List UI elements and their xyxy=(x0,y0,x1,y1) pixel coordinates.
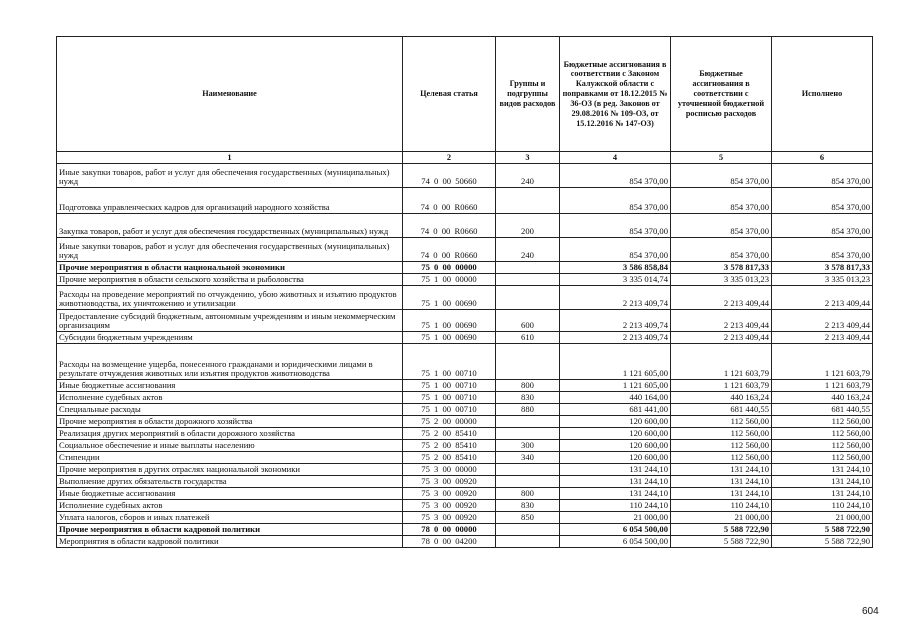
row-refined-amount: 112 560,00 xyxy=(671,416,772,428)
table-row xyxy=(57,332,873,344)
row-refined-amount: 440 163,24 xyxy=(671,392,772,404)
row-refined-amount: 21 000,00 xyxy=(671,512,772,524)
row-name: Расходы на проведение мероприятий по отчуждению, убою животных и изъятию продуктов животноводства, их уничтожению и утилизации xyxy=(57,286,403,310)
row-target-article: 75 2 00 00000 xyxy=(403,416,496,428)
row-target-article: 75 3 00 00920 xyxy=(403,500,496,512)
row-refined-amount: 5 588 722,90 xyxy=(671,524,772,536)
row-expense-group: 600 xyxy=(496,310,560,332)
column-number-row xyxy=(57,152,873,164)
row-target-article: 78 0 00 04200 xyxy=(403,536,496,548)
row-name: Стипендии xyxy=(57,452,403,464)
row-target-article: 75 0 00 00000 xyxy=(403,262,496,274)
row-executed-amount: 854 370,00 xyxy=(772,214,873,238)
row-name: Исполнение судебных актов xyxy=(57,392,403,404)
header-refined-appropriations: Бюджетные ассигнования в соответствии с уточненной бюджетной росписью расходов xyxy=(671,37,772,152)
row-law-amount: 110 244,10 xyxy=(560,500,671,512)
budget-table xyxy=(56,36,873,548)
row-executed-amount: 2 213 409,44 xyxy=(772,332,873,344)
row-target-article: 78 0 00 00000 xyxy=(403,524,496,536)
table-row xyxy=(57,380,873,392)
row-expense-group: 610 xyxy=(496,332,560,344)
row-executed-amount: 2 213 409,44 xyxy=(772,286,873,310)
row-target-article: 75 1 00 00690 xyxy=(403,286,496,310)
row-expense-group xyxy=(496,536,560,548)
table-row xyxy=(57,344,873,380)
row-name: Социальное обеспечение и иные выплаты населению xyxy=(57,440,403,452)
row-law-amount: 120 600,00 xyxy=(560,428,671,440)
row-law-amount: 854 370,00 xyxy=(560,188,671,214)
row-expense-group: 340 xyxy=(496,452,560,464)
row-law-amount: 131 244,10 xyxy=(560,464,671,476)
row-target-article: 75 3 00 00920 xyxy=(403,512,496,524)
row-law-amount: 120 600,00 xyxy=(560,440,671,452)
row-executed-amount: 112 560,00 xyxy=(772,428,873,440)
table-row xyxy=(57,274,873,286)
row-name: Иные закупки товаров, работ и услуг для обеспечения государственных (муниципальных) нужд xyxy=(57,164,403,188)
table-row xyxy=(57,452,873,464)
row-expense-group: 880 xyxy=(496,404,560,416)
row-target-article: 75 3 00 00000 xyxy=(403,464,496,476)
row-target-article: 75 2 00 85410 xyxy=(403,440,496,452)
row-name: Иные бюджетные ассигнования xyxy=(57,380,403,392)
row-expense-group: 800 xyxy=(496,380,560,392)
row-law-amount: 854 370,00 xyxy=(560,214,671,238)
table-row xyxy=(57,464,873,476)
table-row xyxy=(57,262,873,274)
row-executed-amount: 3 578 817,33 xyxy=(772,262,873,274)
row-name: Реализация других мероприятий в области дорожного хозяйства xyxy=(57,428,403,440)
row-name: Исполнение судебных актов xyxy=(57,500,403,512)
header-executed: Исполнено xyxy=(772,37,873,152)
table-row xyxy=(57,428,873,440)
row-name: Мероприятия в области кадровой политики xyxy=(57,536,403,548)
row-law-amount: 854 370,00 xyxy=(560,238,671,262)
row-executed-amount: 110 244,10 xyxy=(772,500,873,512)
row-expense-group: 240 xyxy=(496,238,560,262)
header-name: Наименование xyxy=(57,37,403,152)
row-target-article: 75 1 00 00710 xyxy=(403,392,496,404)
row-expense-group xyxy=(496,344,560,380)
row-law-amount: 6 054 500,00 xyxy=(560,536,671,548)
row-executed-amount: 131 244,10 xyxy=(772,488,873,500)
table-row xyxy=(57,164,873,188)
row-refined-amount: 1 121 603,79 xyxy=(671,344,772,380)
row-name: Прочие мероприятия в области дорожного хозяйства xyxy=(57,416,403,428)
row-executed-amount: 131 244,10 xyxy=(772,464,873,476)
row-refined-amount: 854 370,00 xyxy=(671,188,772,214)
row-law-amount: 131 244,10 xyxy=(560,476,671,488)
row-law-amount: 2 213 409,74 xyxy=(560,332,671,344)
row-target-article: 74 0 00 50660 xyxy=(403,164,496,188)
row-expense-group xyxy=(496,428,560,440)
row-refined-amount: 854 370,00 xyxy=(671,164,772,188)
row-executed-amount: 5 588 722,90 xyxy=(772,524,873,536)
row-refined-amount: 131 244,10 xyxy=(671,488,772,500)
table-row xyxy=(57,440,873,452)
row-name: Подготовка управленческих кадров для организаций народного хозяйства xyxy=(57,188,403,214)
table-row xyxy=(57,476,873,488)
row-refined-amount: 112 560,00 xyxy=(671,440,772,452)
row-law-amount: 120 600,00 xyxy=(560,452,671,464)
row-name: Специальные расходы xyxy=(57,404,403,416)
row-target-article: 75 3 00 00920 xyxy=(403,476,496,488)
row-refined-amount: 3 578 817,33 xyxy=(671,262,772,274)
table-row xyxy=(57,238,873,262)
row-target-article: 75 1 00 00710 xyxy=(403,404,496,416)
column-number: 2 xyxy=(403,152,496,164)
row-expense-group: 830 xyxy=(496,392,560,404)
row-name: Предоставление субсидий бюджетным, автономным учреждениям и иным некоммерческим организациям xyxy=(57,310,403,332)
row-name: Выполнение других обязательств государства xyxy=(57,476,403,488)
row-target-article: 75 1 00 00690 xyxy=(403,310,496,332)
row-name: Иные закупки товаров, работ и услуг для обеспечения государственных (муниципальных) нужд xyxy=(57,238,403,262)
row-refined-amount: 131 244,10 xyxy=(671,476,772,488)
row-executed-amount: 854 370,00 xyxy=(772,164,873,188)
row-refined-amount: 131 244,10 xyxy=(671,464,772,476)
row-refined-amount: 3 335 013,23 xyxy=(671,274,772,286)
row-executed-amount: 681 440,55 xyxy=(772,404,873,416)
column-number: 4 xyxy=(560,152,671,164)
table-row xyxy=(57,392,873,404)
row-law-amount: 131 244,10 xyxy=(560,488,671,500)
row-refined-amount: 2 213 409,44 xyxy=(671,332,772,344)
table-row xyxy=(57,404,873,416)
row-refined-amount: 110 244,10 xyxy=(671,500,772,512)
row-executed-amount: 112 560,00 xyxy=(772,440,873,452)
row-target-article: 74 0 00 R0660 xyxy=(403,214,496,238)
row-law-amount: 3 335 014,74 xyxy=(560,274,671,286)
row-law-amount: 21 000,00 xyxy=(560,512,671,524)
table-row xyxy=(57,286,873,310)
header-expense-groups: Группы и подгруппы видов расходов xyxy=(496,37,560,152)
row-target-article: 75 1 00 00000 xyxy=(403,274,496,286)
row-expense-group xyxy=(496,188,560,214)
row-executed-amount: 112 560,00 xyxy=(772,452,873,464)
row-refined-amount: 2 213 409,44 xyxy=(671,286,772,310)
table-row xyxy=(57,524,873,536)
row-expense-group: 850 xyxy=(496,512,560,524)
row-expense-group xyxy=(496,476,560,488)
table-row xyxy=(57,536,873,548)
row-refined-amount: 112 560,00 xyxy=(671,452,772,464)
row-expense-group: 830 xyxy=(496,500,560,512)
row-name: Уплата налогов, сборов и иных платежей xyxy=(57,512,403,524)
row-executed-amount: 854 370,00 xyxy=(772,238,873,262)
row-executed-amount: 1 121 603,79 xyxy=(772,344,873,380)
column-number: 3 xyxy=(496,152,560,164)
row-law-amount: 3 586 858,84 xyxy=(560,262,671,274)
row-expense-group xyxy=(496,464,560,476)
row-refined-amount: 1 121 603,79 xyxy=(671,380,772,392)
table-row xyxy=(57,500,873,512)
row-expense-group: 240 xyxy=(496,164,560,188)
page-number: 604 xyxy=(862,606,879,617)
row-name: Иные бюджетные ассигнования xyxy=(57,488,403,500)
row-name: Закупка товаров, работ и услуг для обеспечения государственных (муниципальных) нужд xyxy=(57,214,403,238)
row-expense-group xyxy=(496,286,560,310)
row-law-amount: 1 121 605,00 xyxy=(560,344,671,380)
row-executed-amount: 854 370,00 xyxy=(772,188,873,214)
row-refined-amount: 681 440,55 xyxy=(671,404,772,416)
row-executed-amount: 5 588 722,90 xyxy=(772,536,873,548)
row-refined-amount: 5 588 722,90 xyxy=(671,536,772,548)
row-target-article: 75 3 00 00920 xyxy=(403,488,496,500)
row-target-article: 75 2 00 85410 xyxy=(403,452,496,464)
row-law-amount: 681 441,00 xyxy=(560,404,671,416)
row-expense-group xyxy=(496,262,560,274)
row-name: Расходы на возмещение ущерба, понесенного гражданами и юридическими лицами в результате отчуждения животных или изъятия продуктов животноводства xyxy=(57,344,403,380)
row-expense-group xyxy=(496,274,560,286)
row-executed-amount: 21 000,00 xyxy=(772,512,873,524)
row-name: Прочие мероприятия в других отраслях национальной экономики xyxy=(57,464,403,476)
row-name: Прочие мероприятия в области национальной экономики xyxy=(57,262,403,274)
row-law-amount: 120 600,00 xyxy=(560,416,671,428)
row-expense-group xyxy=(496,416,560,428)
row-law-amount: 6 054 500,00 xyxy=(560,524,671,536)
row-expense-group: 300 xyxy=(496,440,560,452)
row-refined-amount: 854 370,00 xyxy=(671,238,772,262)
row-target-article: 74 0 00 R0660 xyxy=(403,188,496,214)
row-executed-amount: 2 213 409,44 xyxy=(772,310,873,332)
row-name: Прочие мероприятия в области сельского хозяйства и рыболовства xyxy=(57,274,403,286)
column-number: 5 xyxy=(671,152,772,164)
row-law-amount: 854 370,00 xyxy=(560,164,671,188)
table-row xyxy=(57,214,873,238)
table-row xyxy=(57,188,873,214)
table-row xyxy=(57,488,873,500)
row-refined-amount: 2 213 409,44 xyxy=(671,310,772,332)
row-name: Прочие мероприятия в области кадровой политики xyxy=(57,524,403,536)
table-body xyxy=(57,164,873,548)
column-number: 6 xyxy=(772,152,873,164)
row-target-article: 75 1 00 00690 xyxy=(403,332,496,344)
table-row xyxy=(57,310,873,332)
row-name: Субсидии бюджетным учреждениям xyxy=(57,332,403,344)
row-refined-amount: 112 560,00 xyxy=(671,428,772,440)
row-target-article: 74 0 00 R0660 xyxy=(403,238,496,262)
row-executed-amount: 112 560,00 xyxy=(772,416,873,428)
row-refined-amount: 854 370,00 xyxy=(671,214,772,238)
table-row xyxy=(57,416,873,428)
row-executed-amount: 3 335 013,23 xyxy=(772,274,873,286)
row-expense-group: 800 xyxy=(496,488,560,500)
row-law-amount: 440 164,00 xyxy=(560,392,671,404)
header-law-appropriations: Бюджетные ассигнования в соответствии с Законом Калужской области с поправками от 18.12.2015 № 36-ОЗ (в ред. Законов от 29.08.2016 № 109-ОЗ, от 15.12.2016 № 147-ОЗ) xyxy=(560,37,671,152)
row-target-article: 75 1 00 00710 xyxy=(403,344,496,380)
row-law-amount: 2 213 409,74 xyxy=(560,310,671,332)
row-target-article: 75 1 00 00710 xyxy=(403,380,496,392)
header-target-article: Целевая статья xyxy=(403,37,496,152)
row-executed-amount: 131 244,10 xyxy=(772,476,873,488)
header-row xyxy=(57,37,873,152)
row-expense-group: 200 xyxy=(496,214,560,238)
table-row xyxy=(57,512,873,524)
row-law-amount: 2 213 409,74 xyxy=(560,286,671,310)
row-law-amount: 1 121 605,00 xyxy=(560,380,671,392)
row-target-article: 75 2 00 85410 xyxy=(403,428,496,440)
row-executed-amount: 440 163,24 xyxy=(772,392,873,404)
column-number: 1 xyxy=(57,152,403,164)
row-expense-group xyxy=(496,524,560,536)
row-executed-amount: 1 121 603,79 xyxy=(772,380,873,392)
